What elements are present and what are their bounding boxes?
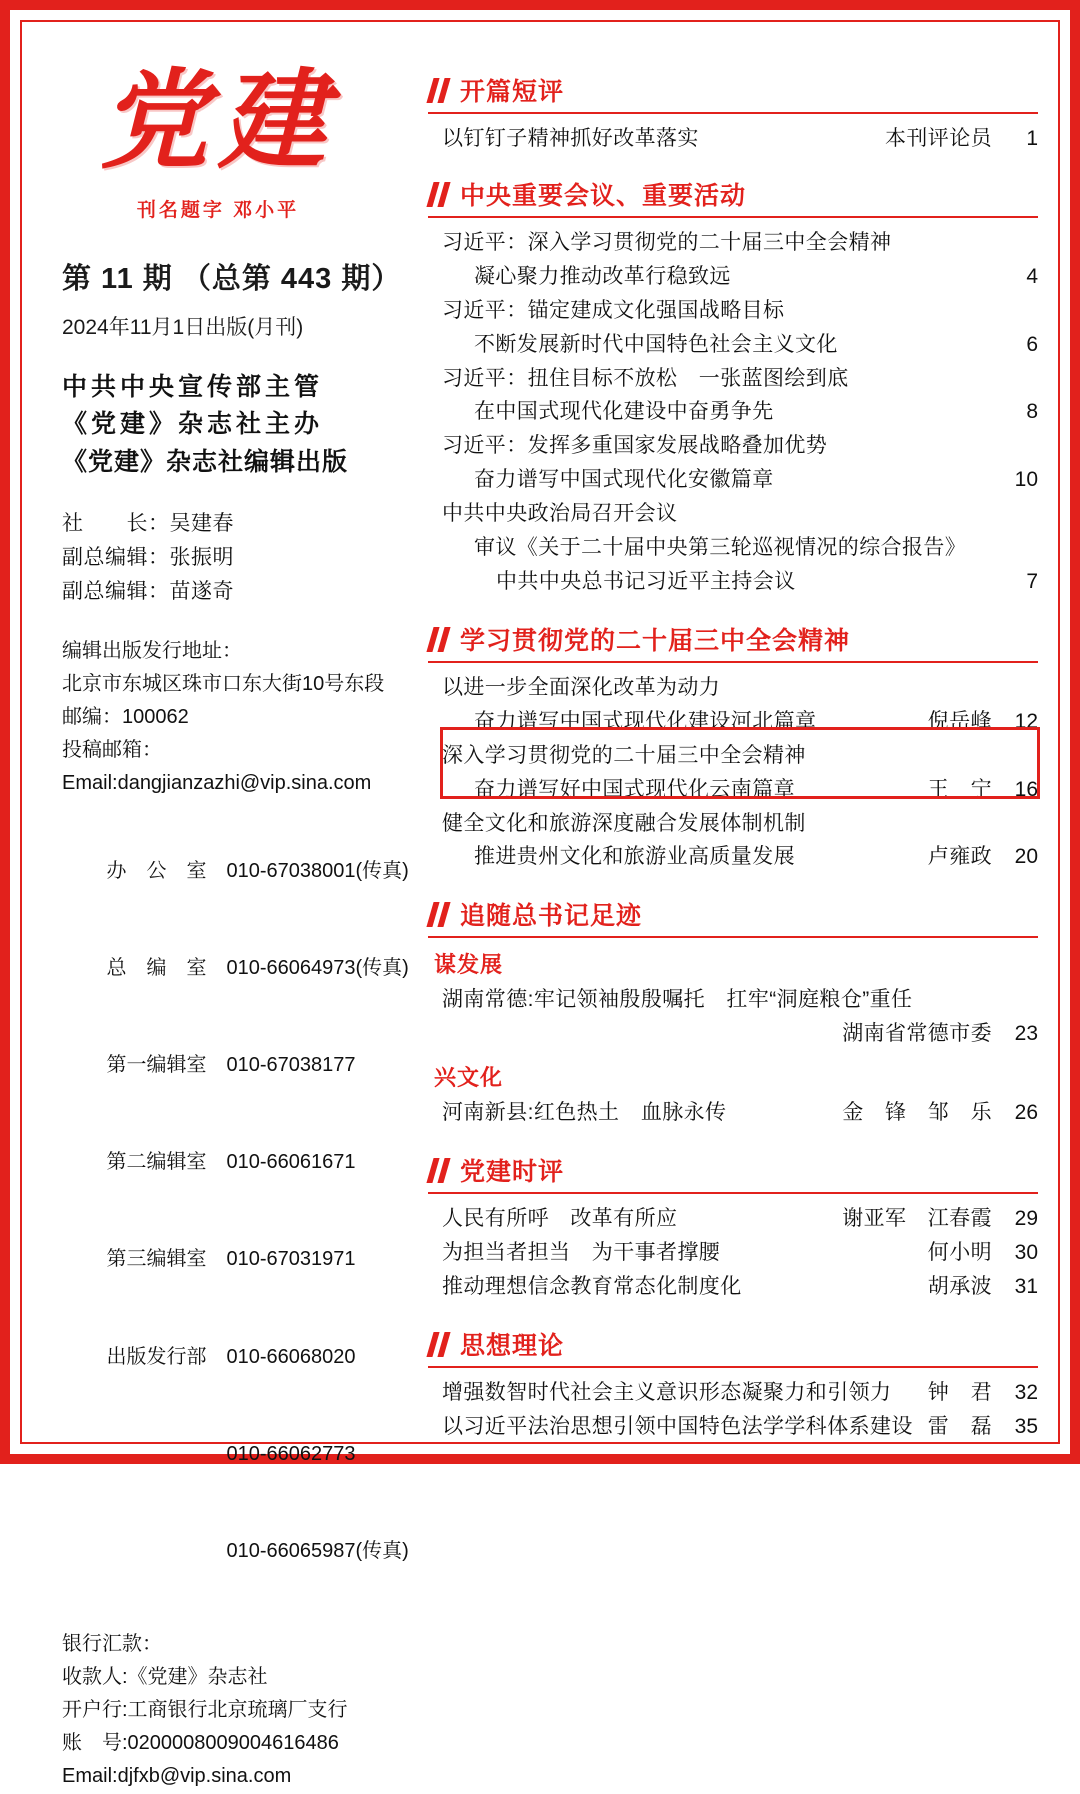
- tel-number-chief-editor: 010-66064973(传真): [226, 956, 409, 979]
- toc-entry[interactable]: [428, 565, 1038, 599]
- toc-entry[interactable]: [428, 773, 1038, 807]
- entry-author: 倪岳峰: [927, 709, 992, 733]
- entry-title: 中共中央总书记习近平主持会议: [496, 569, 796, 593]
- entry-page: 8: [1026, 400, 1038, 424]
- entry-page: 7: [1026, 569, 1038, 593]
- section-header: [428, 621, 1038, 663]
- magazine-logo: [32, 58, 404, 222]
- tel-number-distribution: 010-66068020: [226, 1345, 356, 1368]
- tel-row: [62, 920, 409, 1017]
- tel-label-editorial-2: 第二编辑室: [106, 1151, 207, 1174]
- address-block: [62, 635, 404, 800]
- staff-president: 社 长：吴建春: [62, 512, 234, 536]
- toc-entry[interactable]: [428, 260, 1038, 294]
- entry-page: 12: [1014, 709, 1038, 733]
- section-marker-icon: [428, 626, 454, 652]
- organization-block: [62, 369, 404, 482]
- tel-number-editorial-3: 010-67031971: [226, 1248, 356, 1271]
- toc-entry[interactable]: [428, 122, 1038, 156]
- entry-title: 湖南常德:牢记领袖殷殷嘱托 扛牢“洞庭粮仓”重任: [442, 988, 913, 1012]
- bank-account: 账 号:0200008009004616486: [62, 1732, 339, 1755]
- toc-entry[interactable]: [428, 497, 1038, 531]
- section-title: 追随总书记足迹: [460, 902, 643, 931]
- section-title: 学习贯彻党的二十届三中全会精神: [460, 626, 851, 655]
- toc-entry[interactable]: [428, 983, 1038, 1017]
- entry-page: 29: [1014, 1207, 1038, 1231]
- entry-title: 健全文化和旅游深度融合发展体制机制: [442, 811, 806, 835]
- entry-title: 以习近平法治思想引领中国特色法学学科体系建设: [442, 1414, 913, 1438]
- magazine-logo-caption: 刊名题字 邓小平: [136, 199, 300, 221]
- toc-entry[interactable]: [428, 463, 1038, 497]
- entry-page: 30: [1014, 1240, 1038, 1264]
- toc-section-sanzhong-quanhui: [428, 621, 1038, 874]
- entry-page: 35: [1014, 1414, 1038, 1438]
- entry-author: 雷 磊: [927, 1414, 992, 1438]
- tel-row: [62, 1017, 404, 1114]
- staff-deputy-editor-1: 副总编辑：张振明: [62, 546, 234, 570]
- entry-author: 本刊评论员: [885, 127, 992, 150]
- entry-title: 奋力谱写中国式现代化安徽篇章: [474, 468, 774, 492]
- magazine-logo-title: 党建: [99, 58, 336, 184]
- tel-label-editorial-1: 第一编辑室: [106, 1054, 207, 1077]
- toc-entry[interactable]: [428, 1410, 1038, 1444]
- entry-title: 习近平：发挥多重国家发展战略叠加优势: [442, 434, 828, 458]
- toc-entry[interactable]: [428, 705, 1038, 739]
- toc-entry[interactable]: [428, 294, 1038, 328]
- toc-entry[interactable]: [428, 429, 1038, 463]
- issue-number: 第 11 期 （总第 443 期）: [62, 262, 402, 295]
- entry-title: 奋力谱写好中国式现代化云南篇章: [474, 777, 795, 801]
- entry-title: 凝心聚力推动改革行稳致远: [474, 264, 731, 288]
- toc-entry[interactable]: [428, 362, 1038, 396]
- entry-title: 审议《关于二十届中央第三轮巡视情况的综合报告》: [474, 536, 967, 560]
- toc-section-dangjian-shiping: [428, 1152, 1038, 1304]
- section-header: [428, 1326, 1038, 1368]
- subsection-title-moufazhan: 谋发展: [434, 952, 504, 978]
- entry-title: 为担当者担当 为干事者撑腰: [442, 1240, 721, 1264]
- entry-page: 32: [1014, 1380, 1038, 1404]
- toc-section-kaipianduanping: [428, 72, 1038, 156]
- entry-page: 23: [1014, 1022, 1038, 1046]
- tel-label-office: 办 公 室: [106, 859, 207, 882]
- toc-entry[interactable]: [428, 1202, 1038, 1236]
- section-header: [428, 176, 1038, 218]
- submission-email-label: 投稿邮箱：: [62, 739, 162, 762]
- entry-author: 湖南省常德市委: [842, 1022, 992, 1046]
- entry-page: 26: [1014, 1101, 1038, 1125]
- tel-number-extra-2: 010-66065987(传真): [226, 1539, 409, 1562]
- entry-title: 习近平：扭住目标不放松 一张蓝图绘到底: [442, 366, 849, 390]
- entry-author: 金 锋 邹 乐: [842, 1101, 992, 1125]
- section-title: 开篇短评: [460, 78, 565, 106]
- address-street: 北京市东城区珠市口东大街10号东段: [62, 673, 385, 696]
- org-line-supervisor: 中共中央宣传部主管: [62, 372, 324, 401]
- entry-author: 谢亚军 江春霞: [842, 1207, 992, 1231]
- publish-date: 2024年11月1日出版(月刊): [62, 315, 304, 339]
- entry-title: 习近平：锚定建成文化强国战略目标: [442, 298, 785, 322]
- entry-page: 1: [1026, 127, 1038, 150]
- staff-deputy-editor-2: 副总编辑：苗遂奇: [62, 580, 234, 604]
- entry-author: 卢雍政: [927, 845, 992, 869]
- section-marker-icon: [428, 181, 454, 207]
- toc-section-zhongyang-huiyi: [428, 176, 1038, 599]
- bank-payee: 收款人:《党建》杂志社: [62, 1665, 268, 1688]
- entry-page: 20: [1014, 845, 1038, 869]
- entry-author: 何小明: [927, 1240, 992, 1264]
- tel-row: [62, 1211, 404, 1308]
- entry-title: 推进贵州文化和旅游业高质量发展: [474, 845, 795, 869]
- address-label: 编辑出版发行地址：: [62, 640, 242, 663]
- toc-entry[interactable]: [428, 807, 1038, 841]
- tel-row: [62, 1114, 404, 1211]
- toc-entry[interactable]: [428, 739, 1038, 773]
- staff-block: [62, 507, 404, 609]
- entry-title: 不断发展新时代中国特色社会主义文化: [474, 332, 838, 356]
- org-line-sponsor: 《党建》杂志社主办: [62, 410, 324, 439]
- section-header: [428, 1152, 1038, 1194]
- section-title: 党建时评: [460, 1158, 565, 1187]
- section-header: [428, 896, 1038, 938]
- entry-page: 10: [1014, 468, 1038, 492]
- tel-row: [62, 822, 409, 919]
- entry-author: 胡承波: [927, 1274, 992, 1298]
- entry-title: 中共中央政治局召开会议: [442, 502, 678, 526]
- entry-author: 钟 君: [927, 1380, 992, 1404]
- toc-entry[interactable]: [428, 1096, 1038, 1130]
- section-marker-icon: [428, 901, 454, 927]
- entry-title: 在中国式现代化建设中奋勇争先: [474, 400, 774, 424]
- entry-title: 人民有所呼 改革有所应: [442, 1207, 678, 1231]
- org-line-publisher: 《党建》杂志社编辑出版: [62, 447, 349, 476]
- tel-number-editorial-1: 010-67038177: [226, 1054, 356, 1077]
- bank-block: [62, 1628, 404, 1794]
- entry-title: 以进一步全面深化改革为动力: [442, 675, 721, 699]
- tel-number-office: 010-67038001(传真): [226, 859, 409, 882]
- bank-email: Email:djfxb@vip.sina.com: [62, 1765, 292, 1788]
- bank-name: 开户行:工商银行北京琉璃厂支行: [62, 1699, 348, 1722]
- section-marker-icon: [428, 1331, 454, 1357]
- entry-title: 河南新县:红色热土 血脉永传: [442, 1101, 727, 1125]
- tel-row: [62, 1308, 404, 1405]
- tel-row: [62, 1503, 409, 1600]
- tel-row: [62, 1405, 404, 1502]
- toc-entry[interactable]: [428, 840, 1038, 874]
- entry-page: 4: [1026, 264, 1038, 288]
- entry-author: 王 宁: [927, 777, 992, 801]
- section-marker-icon: [428, 77, 454, 103]
- telephone-block: [62, 822, 409, 1599]
- tel-label-distribution: 出版发行部: [106, 1345, 207, 1368]
- entry-title: 增强数智时代社会主义意识形态凝聚力和引领力: [442, 1380, 892, 1404]
- toc-entry[interactable]: [428, 328, 1038, 362]
- toc-entry[interactable]: [428, 1236, 1038, 1270]
- entry-title: 奋力谱写中国式现代化建设河北篇章: [474, 709, 817, 733]
- address-postcode: 邮编：100062: [62, 706, 189, 729]
- entry-title: 以钉钉子精神抓好改革落实: [442, 127, 699, 150]
- entry-page: 6: [1026, 332, 1038, 356]
- section-header: [428, 72, 1038, 114]
- entry-page: 31: [1014, 1274, 1038, 1298]
- subsection-title-xingwenhua: 兴文化: [434, 1065, 504, 1091]
- entry-page: 16: [1014, 777, 1038, 801]
- toc-section-zhuisui-zongshuji: [428, 896, 1038, 1130]
- section-marker-icon: [428, 1157, 454, 1183]
- toc-entry[interactable]: [428, 1017, 1038, 1051]
- table-of-contents: [428, 72, 1038, 1450]
- tel-number-extra-1: 010-66062773: [226, 1442, 356, 1465]
- toc-entry[interactable]: [428, 1270, 1038, 1304]
- masthead-column: [32, 36, 409, 1794]
- section-title: 思想理论: [460, 1331, 565, 1360]
- submission-email: Email:dangjianzazhi@vip.sina.com: [62, 772, 372, 795]
- toc-entry[interactable]: [428, 1376, 1038, 1410]
- section-title: 中央重要会议、重要活动: [460, 181, 747, 210]
- entry-title: 推动理想信念教育常态化制度化: [442, 1274, 742, 1298]
- tel-label-editorial-3: 第三编辑室: [106, 1248, 207, 1271]
- entry-title: 深入学习贯彻党的二十届三中全会精神: [442, 743, 806, 767]
- tel-label-chief-editor: 总 编 室: [106, 956, 207, 979]
- toc-entry[interactable]: [428, 531, 1038, 565]
- toc-entry[interactable]: [428, 671, 1038, 705]
- tel-number-editorial-2: 010-66061671: [226, 1151, 356, 1174]
- toc-entry[interactable]: [428, 226, 1038, 260]
- bank-title: 银行汇款：: [62, 1632, 162, 1655]
- entry-title: 习近平：深入学习贯彻党的二十届三中全会精神: [442, 230, 892, 254]
- toc-section-sixiang-lilun: [428, 1326, 1038, 1444]
- toc-entry[interactable]: [428, 395, 1038, 429]
